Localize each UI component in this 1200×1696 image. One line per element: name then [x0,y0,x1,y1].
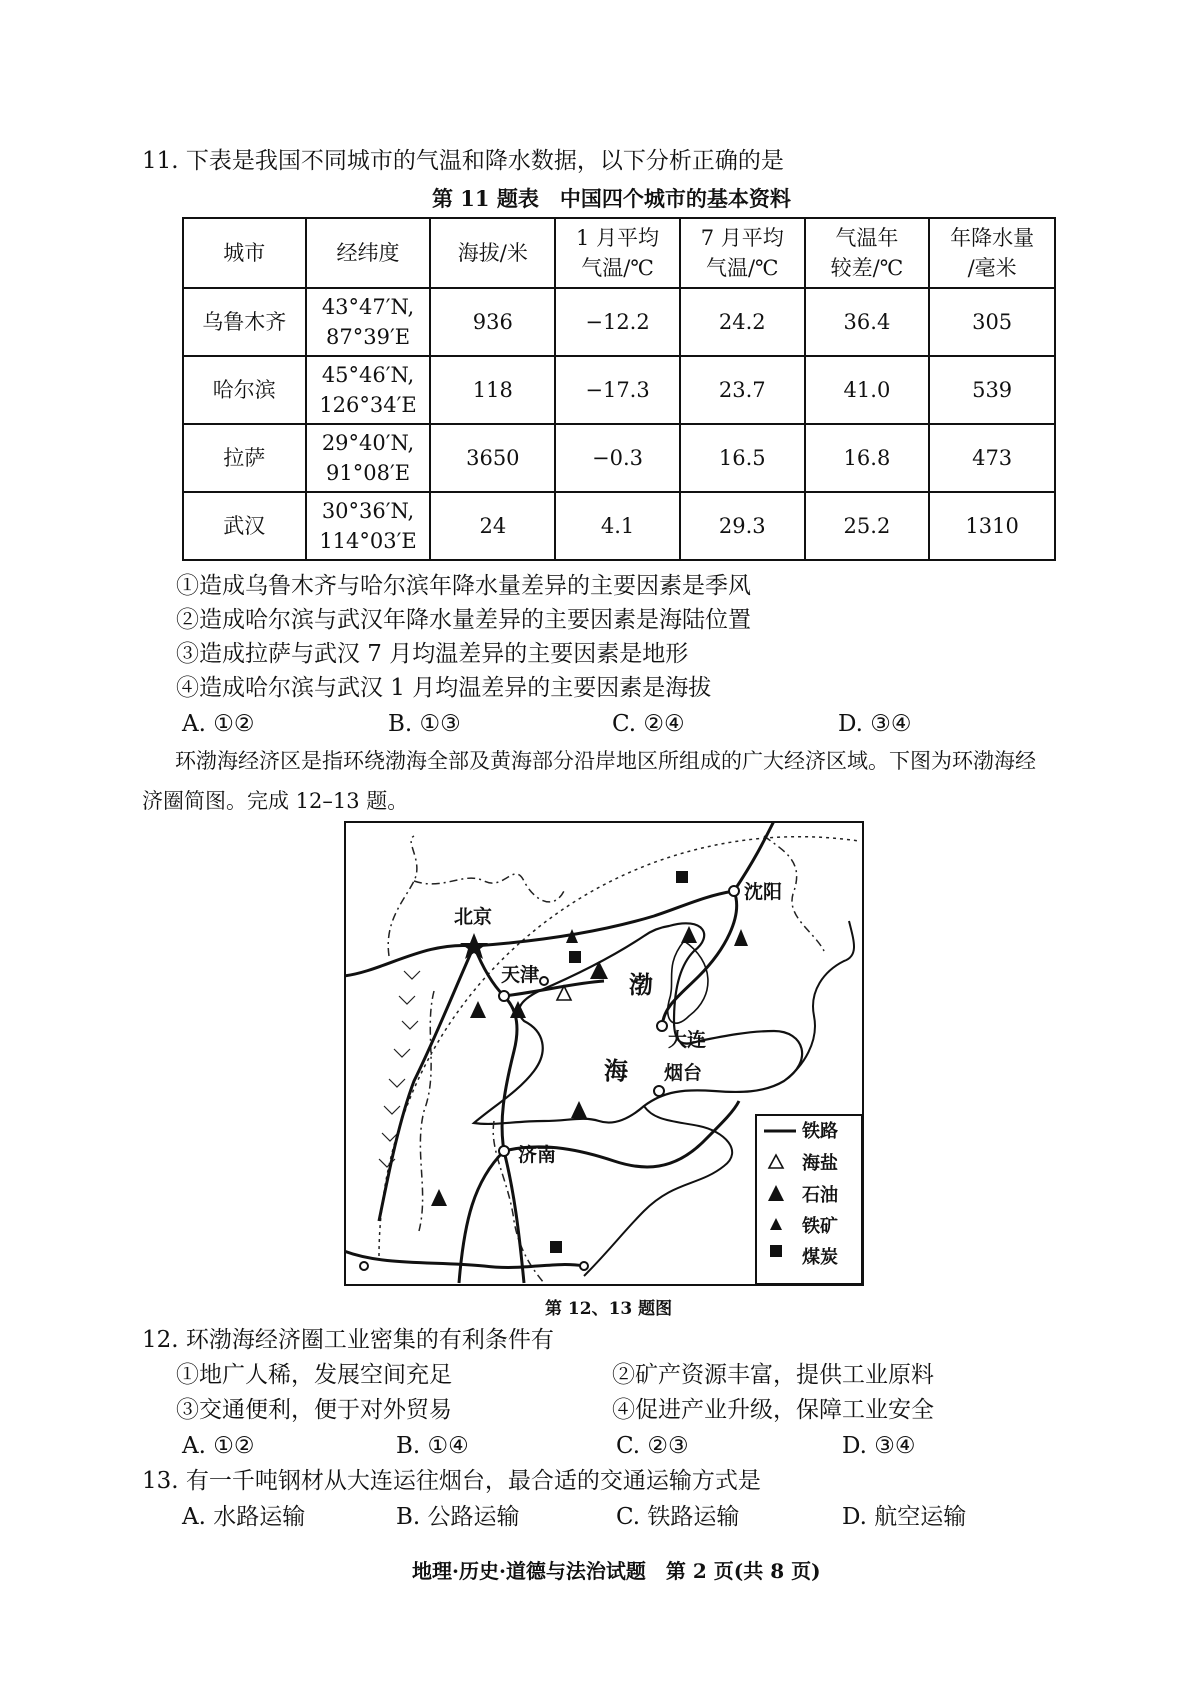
q11-statement-4: ④造成哈尔滨与武汉 1 月均温差异的主要因素是海拔 [176,675,712,701]
label-tianjin: 天津 [501,965,540,986]
cell-precip: 473 [929,424,1055,492]
header-precip: 年降水量 /毫米 [929,218,1055,288]
q12-option-d[interactable]: D. ③④ [842,1433,916,1459]
q12-statement-1: ①地广人稀，发展空间充足 [176,1362,452,1388]
label-bo: 渤 [629,970,653,999]
cell-jul: 24.2 [680,288,805,356]
climate-table [182,217,1056,561]
question-11-stem: 11. 下表是我国不同城市的气温和降水数据，以下分析正确的是 [142,148,784,174]
cell-city: 拉萨 [183,424,306,492]
map-caption: 第 12、13 题图 [545,1299,673,1319]
header-jan-temp: 1 月平均 气温/℃ [555,218,680,288]
map-legend [756,1115,862,1284]
label-yantai: 烟台 [664,1063,703,1084]
cell-jul: 29.3 [680,492,805,560]
q11-statement-3: ③造成拉萨与武汉 7 月均温差异的主要因素是地形 [176,641,689,667]
cell-jan: 4.1 [555,492,680,560]
cell-altitude: 118 [430,356,555,424]
cell-precip: 1310 [929,492,1055,560]
q11-statement-2: ②造成哈尔滨与武汉年降水量差异的主要因素是海陆位置 [176,607,751,633]
cell-city: 哈尔滨 [183,356,306,424]
cell-range: 16.8 [805,424,930,492]
table-row [183,288,1055,356]
legend-iron-ore: 铁矿 [802,1216,838,1236]
header-coords: 经纬度 [306,218,431,288]
cell-city: 乌鲁木齐 [183,288,306,356]
cell-jul: 16.5 [680,424,805,492]
question-12-stem: 12. 环渤海经济圈工业密集的有利条件有 [142,1327,554,1353]
cell-altitude: 936 [430,288,555,356]
cell-city: 武汉 [183,492,306,560]
cell-jan: −17.3 [555,356,680,424]
q12-option-a[interactable]: A. ①② [182,1433,255,1459]
header-altitude: 海拔/米 [430,218,555,288]
cell-range: 41.0 [805,356,930,424]
cell-precip: 539 [929,356,1055,424]
table-row [183,492,1055,560]
cell-jan: −12.2 [555,288,680,356]
table-header-row [183,218,1055,288]
label-jinan: 济南 [518,1145,557,1166]
q12-statement-3: ③交通便利，便于对外贸易 [176,1397,452,1423]
bohai-economic-map [344,821,864,1286]
header-temp-range: 气温年 较差/℃ [805,218,930,288]
legend-sea-salt: 海盐 [802,1153,838,1173]
table-caption: 第 11 题表 中国四个城市的基本资料 [432,186,791,211]
label-shenyang: 沈阳 [744,882,783,903]
page-footer: 地理·历史·道德与法治试题 第 2 页(共 8 页) [412,1559,821,1583]
header-city: 城市 [183,218,306,288]
q11-option-a[interactable]: A. ①② [182,711,255,737]
cell-range: 25.2 [805,492,930,560]
cell-range: 36.4 [805,288,930,356]
cell-coords: 29°40′N, 91°08′E [306,424,431,492]
legend-railway: 铁路 [802,1121,838,1141]
label-hai: 海 [604,1056,628,1085]
table-row [183,424,1055,492]
cell-coords: 30°36′N, 114°03′E [306,492,431,560]
coal-icon [770,1245,782,1257]
legend-coal: 煤炭 [802,1247,838,1267]
q11-option-c[interactable]: C. ②④ [612,711,685,737]
legend-oil: 石油 [802,1185,838,1205]
cell-jan: −0.3 [555,424,680,492]
q13-option-a[interactable]: A. 水路运输 [182,1504,306,1530]
q12-option-c[interactable]: C. ②③ [616,1433,689,1459]
q11-option-b[interactable]: B. ①③ [388,711,461,737]
q12-statement-4: ④促进产业升级，保障工业安全 [612,1397,934,1423]
q13-option-c[interactable]: C. 铁路运输 [616,1504,740,1530]
q13-option-d[interactable]: D. 航空运输 [842,1504,967,1530]
passage-text: 环渤海经济区是指环绕渤海全部及黄海部分沿岸地区所组成的广大经济区域。下图为环渤海经济圈简图。完成 12–13 题。 [142,749,1036,813]
cell-coords: 43°47′N, 87°39′E [306,288,431,356]
q12-statement-2: ②矿产资源丰富，提供工业原料 [612,1362,934,1388]
q11-option-d[interactable]: D. ③④ [838,711,912,737]
q11-statement-1: ①造成乌鲁木齐与哈尔滨年降水量差异的主要因素是季风 [176,573,751,599]
cell-altitude: 24 [430,492,555,560]
label-dalian: 大连 [668,1030,707,1051]
cell-coords: 45°46′N, 126°34′E [306,356,431,424]
cell-jul: 23.7 [680,356,805,424]
q12-option-b[interactable]: B. ①④ [396,1433,469,1459]
cell-precip: 305 [929,288,1055,356]
header-jul-temp: 7 月平均 气温/℃ [680,218,805,288]
question-13-stem: 13. 有一千吨钢材从大连运往烟台，最合适的交通运输方式是 [142,1468,761,1494]
cell-altitude: 3650 [430,424,555,492]
table-row [183,356,1055,424]
label-beijing: 北京 [454,907,493,928]
q13-option-b[interactable]: B. 公路运输 [396,1504,520,1530]
